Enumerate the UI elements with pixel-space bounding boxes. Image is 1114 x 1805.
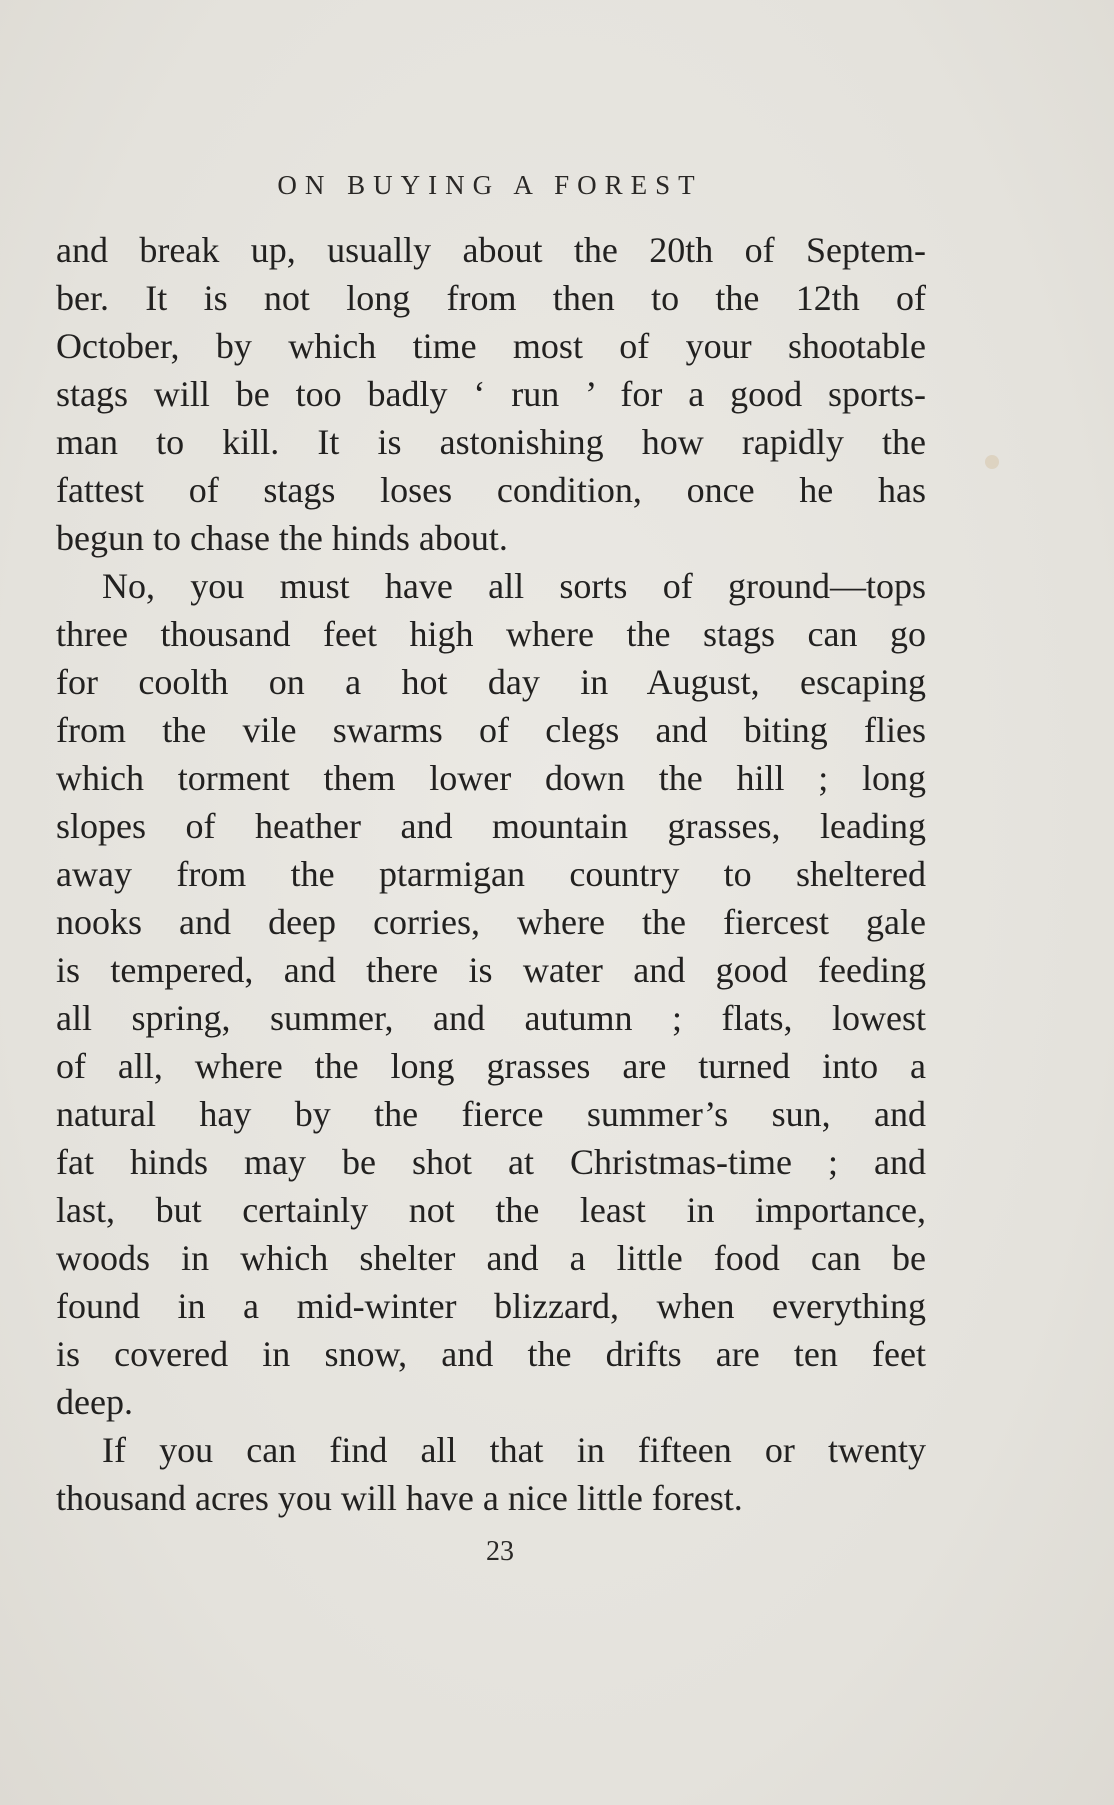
- body-text: [56, 226, 926, 1522]
- text-line: nooks and deep corries, where the fiercest gale: [56, 902, 926, 942]
- text-line: away from the ptarmigan country to sheltered: [56, 854, 926, 894]
- text-line: If you can find all that in fifteen or twenty: [102, 1430, 926, 1470]
- text-line: which torment them lower down the hill ; long: [56, 758, 926, 798]
- text-line: begun to chase the hinds about.: [56, 518, 508, 558]
- text-line: ber. It is not long from then to the 12th of: [56, 278, 926, 318]
- text-line: No, you must have all sorts of ground—tops: [102, 566, 926, 606]
- text-line: slopes of heather and mountain grasses, leading: [56, 806, 926, 846]
- page-number: 23: [486, 1536, 514, 1567]
- text-line: stags will be too badly ‘ run ’ for a good sports-: [56, 374, 926, 414]
- text-line: all spring, summer, and autumn ; flats, lowest: [56, 998, 926, 1038]
- running-head: ON BUYING A FOREST: [277, 170, 703, 200]
- text-line: three thousand feet high where the stags can go: [56, 614, 926, 654]
- text-line: natural hay by the fierce summer’s sun, and: [56, 1094, 926, 1134]
- text-line: deep.: [56, 1382, 133, 1422]
- text-line: October, by which time most of your shootable: [56, 326, 926, 366]
- text-line: fattest of stags loses condition, once he has: [56, 470, 926, 510]
- text-line: man to kill. It is astonishing how rapidly the: [56, 422, 926, 462]
- text-line: from the vile swarms of clegs and biting flies: [56, 710, 926, 750]
- paragraph-1: [56, 226, 926, 562]
- text-line: and break up, usually about the 20th of Septem-: [56, 230, 926, 270]
- text-line: found in a mid-winter blizzard, when everything: [56, 1286, 926, 1326]
- text-line: for coolth on a hot day in August, escaping: [56, 662, 926, 702]
- paragraph-2: [56, 562, 926, 1426]
- text-line: of all, where the long grasses are turned into a: [56, 1046, 926, 1086]
- text-line: last, but certainly not the least in importance,: [56, 1190, 926, 1230]
- text-line: woods in which shelter and a little food can be: [56, 1238, 926, 1278]
- text-line: is covered in snow, and the drifts are ten feet: [56, 1334, 926, 1374]
- text-line: fat hinds may be shot at Christmas-time ; and: [56, 1142, 926, 1182]
- paragraph-3: [56, 1426, 926, 1522]
- paper-stain: [985, 455, 999, 469]
- text-line: is tempered, and there is water and good feeding: [56, 950, 926, 990]
- text-line: thousand acres you will have a nice little forest.: [56, 1478, 743, 1518]
